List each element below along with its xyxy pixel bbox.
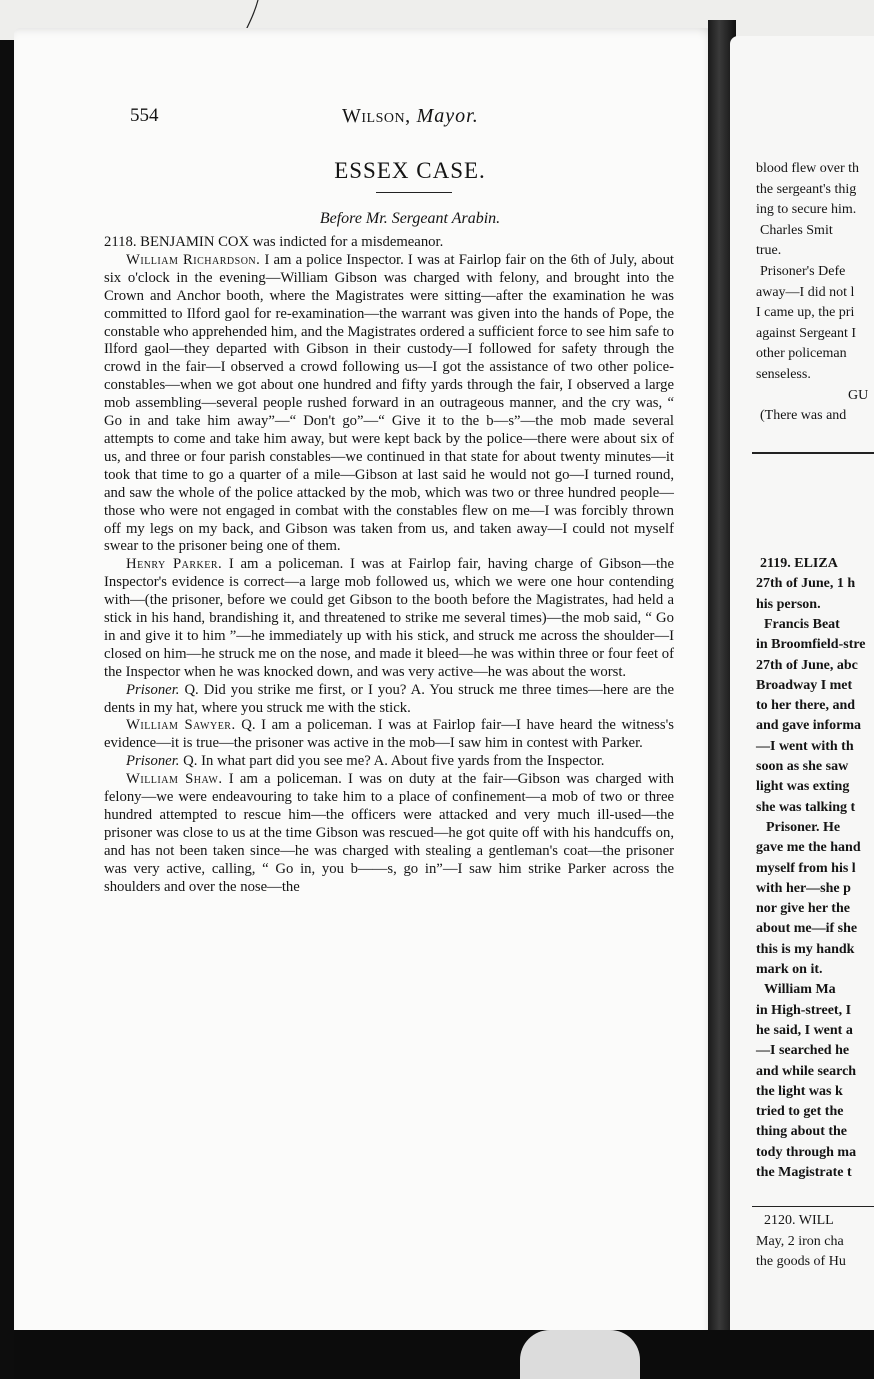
- paragraph-text: Q. In what part did you see me? A. About five yards from the Inspector.: [179, 753, 605, 770]
- paragraph-text: 2118. BENJAMIN COX was indicted for a misdemeanor.: [104, 234, 444, 250]
- right-page-line: senseless.: [756, 367, 811, 382]
- right-page-line: he said, I went a: [756, 1022, 853, 1038]
- right-page-line: Prisoner. He: [766, 819, 841, 835]
- right-page-line: tried to get the: [756, 1104, 844, 1120]
- right-page-line: May, 2 iron cha: [756, 1233, 844, 1249]
- paragraph-text: I am a policeman. I was on duty at the fair—Gibson was charged with felony—we were endeavouring to take him to a place of confinement—a mob of two or three hundred attempted to rescue him—the officers were attacked and very much ill-used—the prisoner was close to us at the time Gibson was rescued—he got quite off with his handcuffs on, and has not been taken since—he was charged with stealing a gentleman's coat—the prisoner was very active, calling, “ Go in, you b——s, go in”—I saw him strike Parker across the shoulders and over the nose—the: [104, 771, 674, 895]
- witness-name: Henry Parker.: [126, 556, 223, 573]
- title-rule: [376, 192, 452, 193]
- testimony-paragraph: [104, 252, 674, 556]
- right-page-line: the sergeant's thig: [756, 181, 857, 197]
- book-bottom-highlight: [520, 1330, 640, 1379]
- paragraph-text: I am a police Inspector. I was at Fairlop fair on the 6th of July, about six o'clock in the evening—William Gibson was charged with felony, and brought into the Crown and Anchor booth, where the Magistrates were sitting—after the examination he was committed to Ilford gaol for re-examination—the warrant was given into the hands of Pope, the constable who apprehended him, and the Magistrates ordered a sufficient force to see him safe to Ilford gaol—they departed with Gibson in their custody—I followed for safety through the crowd in the fair—I observed a crowd following us—I got the assistance of two other police-constables—when we got about one hundred and fifty yards through the fair, I observed a large mob assembling—several people rushed forward in an outrageous manner, and the cry was, “ Go in and take him away”—“ Don't go”—“ Give it to the b—s”—the mob made several attempts to come and take him away, but were kept back by the police—there were about six of us, and three or four parish constables—we continued in that state for about twenty minutes—it took that time to go a quarter of a mile—Gibson at last said he would not go—I turned round, and saw the whole of the police attacked by the mob, which was two or three hundred people—those who were not engaged in combat with the constables flew on me—I was forcibly thrown off my legs on my back, and Gibson was taken from us, and taken away—I could not myself swear to the prisoner being one of them.: [104, 251, 674, 555]
- right-page-line: 27th of June, 1 h: [756, 576, 856, 592]
- right-page-line: with her—she p: [756, 880, 851, 896]
- right-page-rule: [752, 1206, 874, 1207]
- right-page-line: mark on it.: [756, 962, 823, 977]
- right-page-line: Francis Beat: [764, 616, 840, 632]
- testimony-paragraph: [104, 753, 674, 771]
- right-page-line: thing about the: [756, 1124, 848, 1140]
- case-title: ESSEX CASE.: [334, 158, 486, 183]
- right-page-line: the goods of Hu: [756, 1254, 846, 1269]
- right-page-line: (There was and: [760, 408, 847, 424]
- case-body: [104, 234, 674, 897]
- right-page-line: Broadway I met: [756, 677, 853, 693]
- right-page-rule: [752, 452, 874, 454]
- right-page-line: soon as she saw: [756, 759, 849, 774]
- right-page-line: and gave informa: [756, 718, 861, 734]
- right-page-line: true.: [756, 243, 782, 259]
- right-page-line: —I went with th: [756, 738, 854, 754]
- right-page-line: 27th of June, abc: [756, 657, 858, 673]
- page-header: [130, 105, 690, 135]
- right-page-line: 2120. WILL: [764, 1213, 834, 1228]
- right-page-line: nor give her the: [756, 901, 850, 917]
- running-head-title: Mayor.: [416, 105, 479, 127]
- right-page-line: about me—if she: [756, 921, 858, 937]
- right-page-line: Prisoner's Defe: [760, 264, 846, 279]
- right-page-line: I came up, the pri: [756, 305, 855, 321]
- right-page-line: ing to secure him.: [756, 202, 857, 218]
- running-head-name: Wilson,: [342, 105, 411, 127]
- right-page-line: and while search: [756, 1063, 857, 1079]
- testimony-paragraph: [104, 717, 674, 753]
- right-page-line: light was exting: [756, 779, 850, 795]
- right-page-line: to her there, and: [756, 698, 856, 714]
- right-page-line: —I searched he: [756, 1043, 850, 1059]
- right-page-line: the light was k: [756, 1083, 843, 1099]
- right-page-line: gave me the hand: [756, 840, 861, 856]
- right-page-line: William Ma: [764, 982, 836, 998]
- right-page-line: away—I did not l: [756, 284, 855, 300]
- right-page-line: the Magistrate t: [756, 1165, 852, 1180]
- book-bottom-edge: [14, 1330, 874, 1379]
- right-page-line: blood flew over th: [756, 161, 860, 176]
- speaker-label: Prisoner.: [126, 753, 180, 770]
- right-page-line: in Broomfield-stre: [756, 637, 866, 653]
- right-page-line: other policeman: [756, 346, 847, 362]
- right-page-line: GU: [848, 387, 869, 403]
- case-paragraph: [104, 234, 674, 252]
- right-page-line: she was talking t: [756, 799, 856, 815]
- testimony-paragraph: [104, 771, 674, 896]
- paragraph-text: Q. I am a policeman. I was at Fairlop fair—I have heard the witness's evidence—it is true—the prisoner was active in the mob—I saw him in contest with Parker.: [104, 717, 674, 752]
- right-page-line: tody through ma: [756, 1144, 857, 1160]
- witness-name: William Sawyer.: [126, 717, 236, 734]
- running-head: [342, 105, 479, 128]
- witness-name: William Richardson.: [126, 251, 261, 268]
- testimony-paragraph: [104, 682, 674, 718]
- right-page-line: this is my handk: [756, 941, 855, 957]
- speaker-label: Prisoner.: [126, 681, 180, 698]
- page-number: 554: [130, 105, 159, 126]
- right-page-line: 2119. ELIZA: [760, 556, 838, 571]
- right-page-line: Charles Smit: [760, 222, 833, 238]
- right-page-line: myself from his l: [756, 860, 856, 876]
- paragraph-text: I am a policeman. I was at Fairlop fair, having charge of Gibson—the Inspector's evidence is correct—a large mob followed us, which we were one hour contending with—(the prisoner, before we could get Gibson to the booth before the Magistrates, had held a stick in his hand, brandishing it, and threatened to strike me several times)—the mob said, “ Go in and give it to him ”—he immediately up with his stick, and struck me across the shoulder—I closed on him—he struck me on the nose, and made it bleed—he was within three or four feet of the Inspector when he was knocked down, and was very active—he was about the worst.: [104, 556, 674, 680]
- paragraph-text: Q. Did you strike me first, or I you? A. You struck me three times—here are the dents in my hat, where you struck me with the stick.: [104, 681, 674, 716]
- judge-line: Before Mr. Sergeant Arabin.: [319, 210, 501, 227]
- witness-name: William Shaw.: [126, 771, 223, 788]
- testimony-paragraph: [104, 556, 674, 681]
- right-page-line: his person.: [756, 596, 821, 612]
- right-page-line: against Sergeant I: [756, 325, 857, 341]
- right-page-line: in High-street, I: [756, 1002, 852, 1018]
